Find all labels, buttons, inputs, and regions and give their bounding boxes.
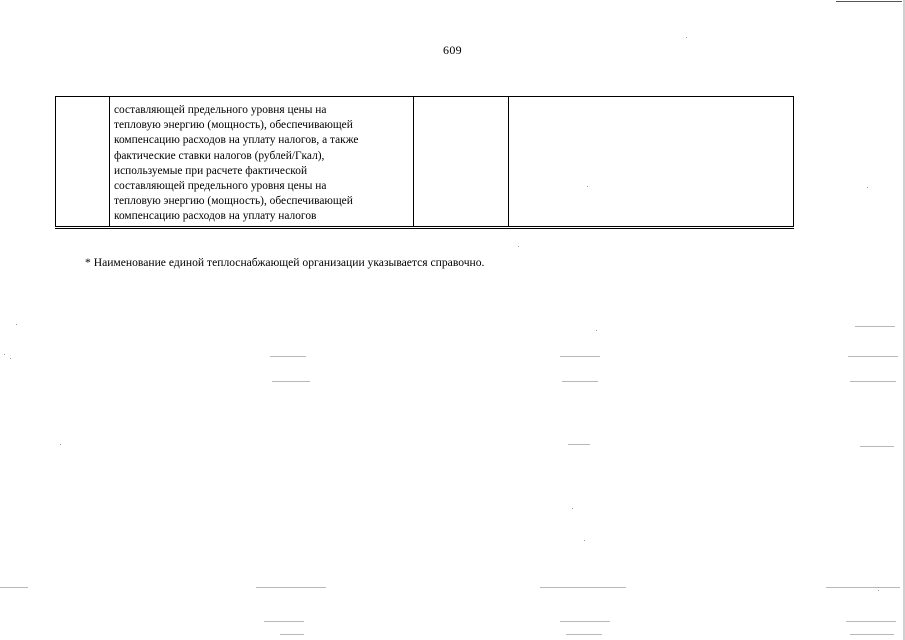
data-table (55, 96, 794, 227)
description-line: используемые при расчете фактической (114, 164, 308, 177)
description-line: компенсацию расходов на уплату налогов, а также (114, 134, 359, 147)
table-cell-description (110, 97, 414, 226)
page-number: 609 (443, 43, 462, 57)
description-line: составляющей предельного уровня цены на (114, 104, 327, 116)
corner-line (836, 1, 902, 2)
description-line: составляющей предельного уровня цены на (114, 180, 327, 193)
footnote: * Наименование единой теплоснабжающей организации указывается справочно. (85, 256, 485, 269)
table-cell-number (56, 97, 110, 226)
table-cell-value (509, 97, 793, 226)
description-line: тепловую энергию (мощность), обеспечивающей (114, 195, 353, 208)
description-line: компенсацию расходов на уплату налогов (114, 210, 317, 223)
table-cell-unit (414, 97, 509, 226)
description-line: тепловую энергию (мощность), обеспечивающей (114, 119, 353, 132)
description-text (114, 103, 409, 225)
description-line: фактические ставки налогов (рублей/Гкал), (114, 149, 325, 162)
